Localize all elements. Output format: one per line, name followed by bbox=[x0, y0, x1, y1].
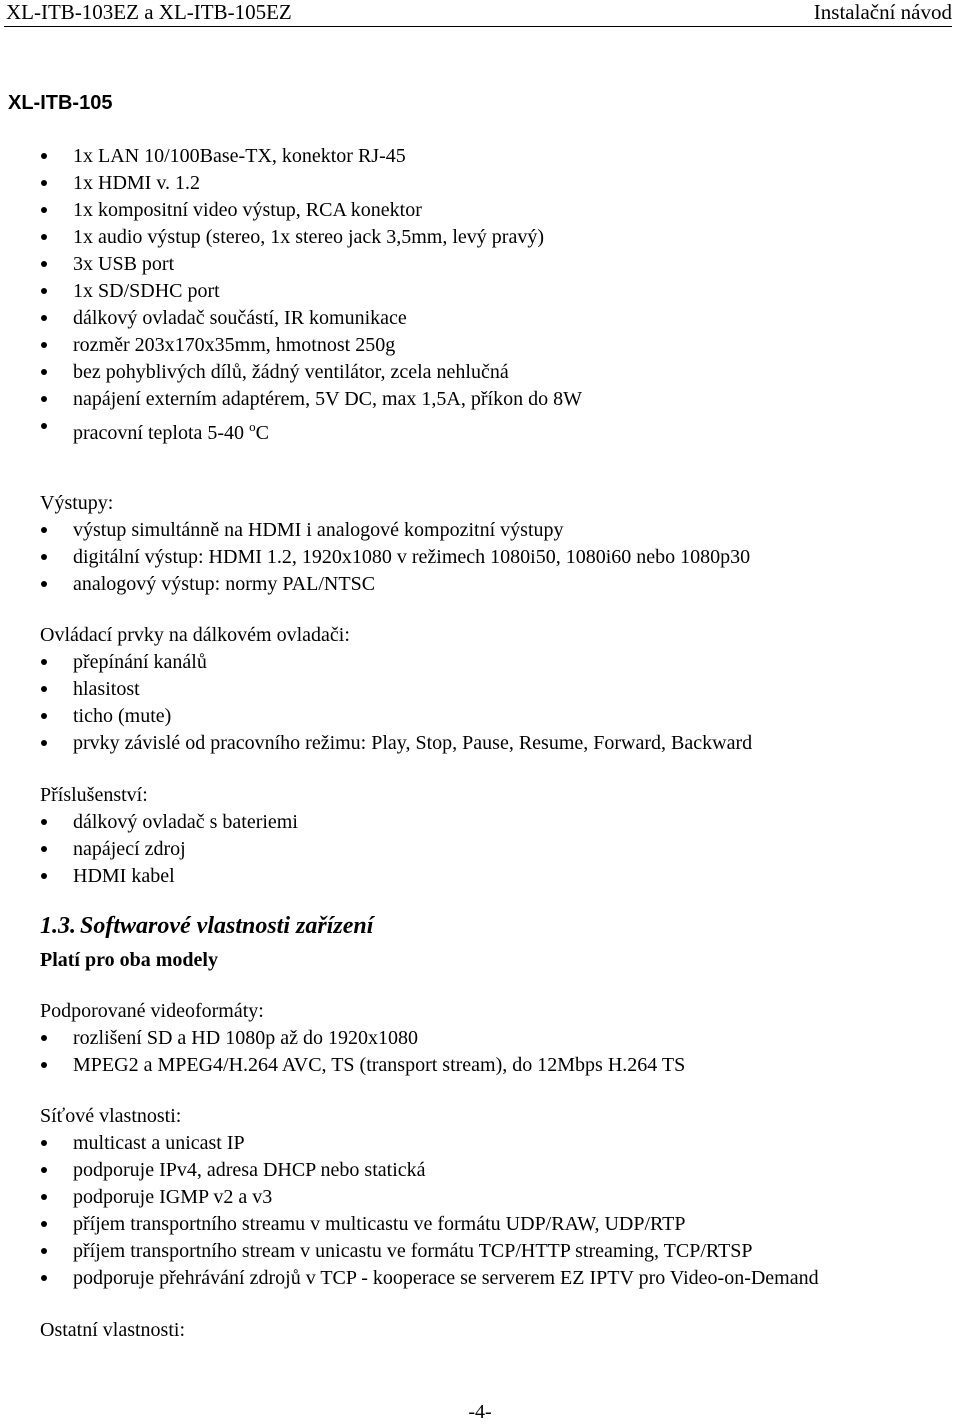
remote-list bbox=[40, 649, 950, 757]
list-item-text: multicast a unicast IP bbox=[73, 1132, 245, 1154]
remote-section bbox=[40, 622, 950, 757]
list-item bbox=[40, 197, 950, 224]
list-item bbox=[40, 251, 950, 278]
bullet-icon bbox=[41, 581, 47, 587]
bullet-icon bbox=[41, 207, 47, 213]
list-item bbox=[40, 809, 950, 836]
list-item bbox=[40, 571, 950, 598]
other-section bbox=[40, 1317, 950, 1344]
document-title: XL-ITB-103EZ a XL-ITB-105EZ bbox=[6, 0, 292, 24]
page-header bbox=[4, 0, 952, 27]
bullet-icon bbox=[41, 234, 47, 240]
bullet-icon bbox=[41, 180, 47, 186]
section-title: Softwarové vlastnosti zařízení bbox=[80, 913, 374, 939]
bullet-icon bbox=[41, 1275, 47, 1281]
list-item bbox=[40, 1130, 950, 1157]
remote-label: Ovládací prvky na dálkovém ovladači: bbox=[40, 624, 350, 646]
bullet-icon bbox=[41, 153, 47, 159]
bullet-icon bbox=[41, 423, 47, 429]
bullet-icon bbox=[41, 1221, 47, 1227]
list-item-text: příjem transportního stream v unicastu ve formátu TCP/HTTP streaming, TCP/RTSP bbox=[73, 1240, 753, 1262]
list-item-text: dálkový ovladač s bateriemi bbox=[73, 811, 298, 833]
list-item bbox=[40, 1184, 950, 1211]
temperature-prefix: pracovní teplota 5-40 bbox=[73, 422, 250, 444]
list-item-text: HDMI kabel bbox=[73, 865, 175, 887]
network-list bbox=[40, 1130, 950, 1292]
outputs-list bbox=[40, 517, 950, 598]
list-item bbox=[40, 278, 950, 305]
other-label: Ostatní vlastnosti: bbox=[40, 1319, 185, 1341]
list-item bbox=[40, 1025, 950, 1052]
subheading: Platí pro oba modely bbox=[40, 949, 218, 971]
list-item-text: přepínání kanálů bbox=[73, 651, 207, 673]
list-item bbox=[40, 332, 950, 359]
list-item bbox=[40, 836, 950, 863]
bullet-icon bbox=[41, 713, 47, 719]
bullet-icon bbox=[41, 527, 47, 533]
accessories-label: Příslušenství: bbox=[40, 784, 148, 806]
bullet-icon bbox=[41, 819, 47, 825]
bullet-icon bbox=[41, 554, 47, 560]
bullet-icon bbox=[41, 369, 47, 375]
specs-list bbox=[40, 143, 950, 413]
degree-superscript: o bbox=[249, 419, 256, 434]
bullet-icon bbox=[41, 261, 47, 267]
list-item bbox=[40, 143, 950, 170]
accessories-section bbox=[40, 782, 950, 890]
bullet-icon bbox=[41, 873, 47, 879]
section-heading bbox=[40, 911, 373, 941]
list-item-text: 3x USB port bbox=[73, 253, 175, 275]
bullet-icon bbox=[41, 1140, 47, 1146]
bullet-icon bbox=[41, 1035, 47, 1041]
bullet-icon bbox=[41, 659, 47, 665]
bullet-icon bbox=[41, 1167, 47, 1173]
list-item-text: příjem transportního streamu v multicastu ve formátu UDP/RAW, UDP/RTP bbox=[73, 1213, 686, 1235]
list-item-text: 1x audio výstup (stereo, 1x stereo jack 3,5mm, levý pravý) bbox=[73, 226, 544, 248]
list-item-text: 1x kompositní video výstup, RCA konektor bbox=[73, 199, 422, 221]
list-item-text: analogový výstup: normy PAL/NTSC bbox=[73, 573, 376, 595]
list-item-text: bez pohyblivých dílů, žádný ventilátor, zcela nehlučná bbox=[73, 361, 509, 383]
list-item-text: podporuje přehrávání zdrojů v TCP - kooperace se serverem EZ IPTV pro Video-on-Demand bbox=[73, 1267, 819, 1289]
list-item bbox=[40, 386, 950, 413]
video-formats-section bbox=[40, 998, 950, 1079]
list-item-text: MPEG2 a MPEG4/H.264 AVC, TS (transport stream), do 12Mbps H.264 TS bbox=[73, 1054, 686, 1076]
section-number: 1.3. bbox=[40, 913, 76, 939]
accessories-list bbox=[40, 809, 950, 890]
list-item bbox=[40, 413, 950, 444]
bullet-icon bbox=[41, 1062, 47, 1068]
list-item bbox=[40, 1052, 950, 1079]
specs-section bbox=[40, 143, 950, 444]
list-item-text: napájení externím adaptérem, 5V DC, max 1,5A, příkon do 8W bbox=[73, 388, 582, 410]
temperature-list bbox=[40, 413, 950, 444]
list-item bbox=[40, 517, 950, 544]
network-label: Síťové vlastnosti: bbox=[40, 1105, 182, 1127]
list-item bbox=[40, 544, 950, 571]
bullet-icon bbox=[41, 315, 47, 321]
bullet-icon bbox=[41, 288, 47, 294]
bullet-icon bbox=[41, 1194, 47, 1200]
list-item bbox=[40, 305, 950, 332]
bullet-icon bbox=[41, 846, 47, 852]
list-item bbox=[40, 224, 950, 251]
list-item bbox=[40, 359, 950, 386]
list-item-text: prvky závislé od pracovního režimu: Play, Stop, Pause, Resume, Forward, Backward bbox=[73, 732, 753, 754]
list-item-text: podporuje IGMP v2 a v3 bbox=[73, 1186, 273, 1208]
bullet-icon bbox=[41, 1248, 47, 1254]
model-heading: XL-ITB-105 bbox=[8, 92, 113, 114]
bullet-icon bbox=[41, 342, 47, 348]
video-formats-label: Podporované videoformáty: bbox=[40, 1000, 264, 1022]
list-item bbox=[40, 730, 950, 757]
list-item-text: hlasitost bbox=[73, 678, 140, 700]
page-number: -4- bbox=[468, 1401, 492, 1423]
list-item bbox=[40, 863, 950, 890]
temperature-unit: C bbox=[255, 422, 269, 444]
network-section bbox=[40, 1103, 950, 1292]
list-item bbox=[40, 649, 950, 676]
list-item bbox=[40, 703, 950, 730]
video-formats-list bbox=[40, 1025, 950, 1079]
list-item bbox=[40, 1211, 950, 1238]
list-item bbox=[40, 170, 950, 197]
document-type: Instalační návod bbox=[813, 0, 952, 24]
bullet-icon bbox=[41, 686, 47, 692]
list-item bbox=[40, 1157, 950, 1184]
list-item-text: podporuje IPv4, adresa DHCP nebo statická bbox=[73, 1159, 426, 1181]
list-item-text: rozměr 203x170x35mm, hmotnost 250g bbox=[73, 334, 396, 356]
list-item-text: rozlišení SD a HD 1080p až do 1920x1080 bbox=[73, 1027, 418, 1049]
bullet-icon bbox=[41, 396, 47, 402]
list-item bbox=[40, 676, 950, 703]
list-item bbox=[40, 1238, 950, 1265]
list-item bbox=[40, 1265, 950, 1292]
outputs-label: Výstupy: bbox=[40, 492, 114, 514]
outputs-section bbox=[40, 490, 950, 598]
list-item-text: ticho (mute) bbox=[73, 705, 172, 727]
bullet-icon bbox=[41, 740, 47, 746]
list-item-text: 1x LAN 10/100Base-TX, konektor RJ-45 bbox=[73, 145, 406, 167]
list-item-text: výstup simultánně na HDMI i analogové kompozitní výstupy bbox=[73, 519, 564, 541]
list-item-text: digitální výstup: HDMI 1.2, 1920x1080 v režimech 1080i50, 1080i60 nebo 1080p30 bbox=[73, 546, 751, 568]
list-item-text: 1x SD/SDHC port bbox=[73, 280, 220, 302]
list-item-text: 1x HDMI v. 1.2 bbox=[73, 172, 201, 194]
list-item-text: dálkový ovladač součástí, IR komunikace bbox=[73, 307, 407, 329]
list-item-text: napájecí zdroj bbox=[73, 838, 186, 860]
